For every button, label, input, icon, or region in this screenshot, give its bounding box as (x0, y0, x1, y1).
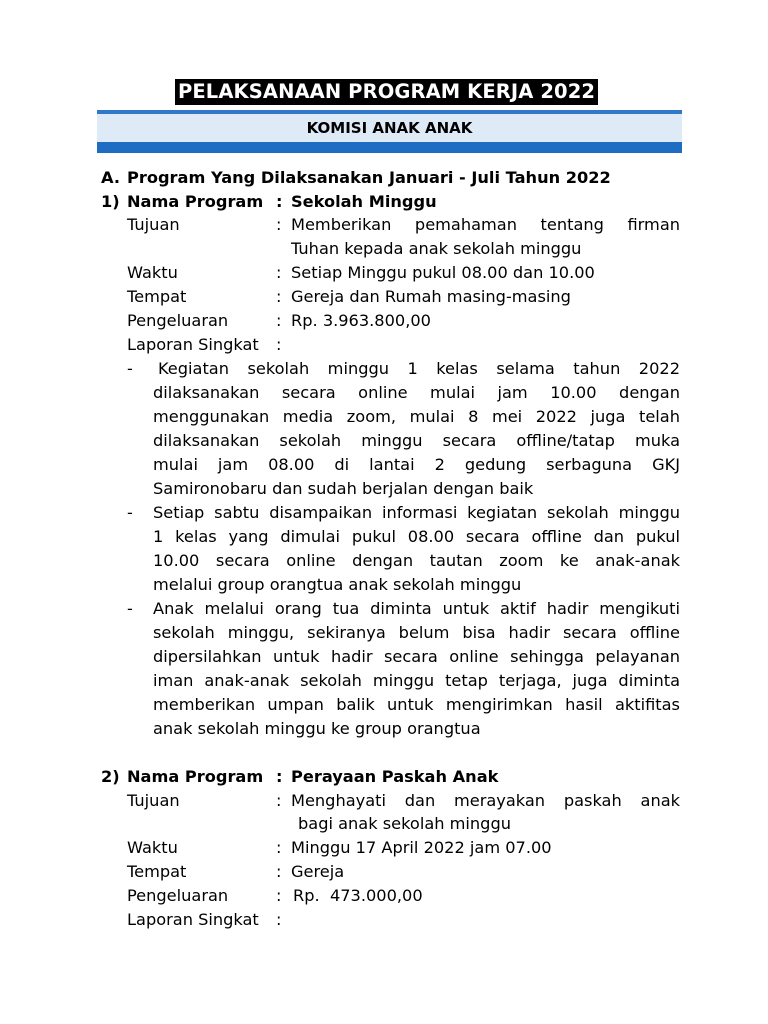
program-1-pengeluaran-label: Pengeluaran (127, 311, 229, 330)
program-1-tujuan-colon: : (276, 215, 282, 234)
bullet-dash: - (127, 359, 133, 378)
program-2-pengeluaran-label: Pengeluaran (127, 886, 229, 905)
bullet-1-line-2: dilaksanakan secara online mulai jam 10.00 dengan (153, 383, 680, 402)
bullet-1-line-4: dilaksanakan sekolah minggu secara offline/tatap muka (153, 431, 680, 450)
bullet-1-line-5: mulai jam 08.00 di lantai 2 gedung serbaguna GKJ (153, 455, 680, 474)
bullet-3-line-2: sekolah minggu, sekiranya belum bisa hadir secara offline (153, 623, 680, 642)
bullet-2-line-4: melalui group orangtua anak sekolah minggu (153, 575, 522, 594)
program-1-tempat: Gereja dan Rumah masing-masing (291, 287, 571, 306)
program-1-tujuan-line-2: Tuhan kepada anak sekolah minggu (291, 239, 582, 258)
program-1-laporan-colon: : (276, 335, 282, 354)
program-1-tujuan-line-1: Memberikan pemahaman tentang firman (291, 215, 680, 234)
bullet-dash: - (127, 503, 133, 522)
section-letter: A. (101, 168, 120, 187)
program-1-pengeluaran: Rp. 3.963.800,00 (291, 311, 431, 330)
program-2-tujuan-colon: : (276, 791, 282, 810)
bullet-1-line-3: menggunakan media zoom, mulai 8 mei 2022 juga telah (153, 407, 680, 426)
bullet-3-line-1: Anak melalui orang tua diminta untuk aktif hadir mengikuti (153, 599, 680, 618)
bullet-2-line-1: Setiap sabtu disampaikan informasi kegiatan sekolah minggu (153, 503, 680, 522)
bullet-2-line-3: 10.00 secara online dengan tautan zoom ke anak-anak (153, 551, 680, 570)
program-1-name-label: Nama Program (127, 192, 264, 211)
program-2-waktu-colon: : (276, 838, 282, 857)
program-1-tempat-label: Tempat (127, 287, 187, 306)
program-2-name: Perayaan Paskah Anak (291, 767, 499, 786)
program-1-waktu: Setiap Minggu pukul 08.00 dan 10.00 (291, 263, 595, 282)
program-1-tempat-colon: : (276, 287, 282, 306)
section-heading: Program Yang Dilaksanakan Januari - Juli Tahun 2022 (127, 168, 611, 187)
bullet-3-line-3: dipersilahkan untuk hadir secara online sehingga pelayanan (153, 647, 680, 666)
bullet-3-line-6: anak sekolah minggu ke group orangtua (153, 719, 481, 738)
program-2-tempat: Gereja (291, 862, 345, 881)
program-2-waktu-label: Waktu (127, 838, 178, 857)
program-1-waktu-colon: : (276, 263, 282, 282)
program-2-waktu: Minggu 17 April 2022 jam 07.00 (291, 838, 552, 857)
program-2-name-label: Nama Program (127, 767, 264, 786)
program-2-number: 2) (101, 767, 120, 786)
program-2-laporan-label: Laporan Singkat (127, 910, 259, 929)
page-title: PELAKSANAAN PROGRAM KERJA 2022 (175, 79, 598, 105)
program-2-pengeluaran-colon: : (276, 886, 282, 905)
bullet-3-line-5: memberikan umpan balik untuk mengirimkan hasil aktifitas (153, 695, 680, 714)
program-2-name-colon: : (276, 767, 283, 786)
program-2-tempat-colon: : (276, 862, 282, 881)
program-1-name: Sekolah Minggu (291, 192, 437, 211)
bullet-dash: - (127, 599, 133, 618)
bullet-2-line-2: 1 kelas yang dimulai pukul 08.00 secara offline dan pukul (153, 527, 680, 546)
program-2-tempat-label: Tempat (127, 862, 187, 881)
bullet-1-line-1: Kegiatan sekolah minggu 1 kelas selama tahun 2022 (158, 359, 680, 378)
program-1-name-colon: : (276, 192, 283, 211)
program-1-pengeluaran-colon: : (276, 311, 282, 330)
program-2-tujuan-line-2: bagi anak sekolah minggu (298, 814, 511, 833)
program-2-tujuan-label: Tujuan (127, 791, 180, 810)
page-subtitle: KOMISI ANAK ANAK (306, 119, 473, 137)
program-1-waktu-label: Waktu (127, 263, 178, 282)
program-2-pengeluaran: Rp. 473.000,00 (293, 886, 423, 905)
program-2-tujuan-line-1: Menghayati dan merayakan paskah anak (291, 791, 680, 810)
program-1-tujuan-label: Tujuan (127, 215, 180, 234)
bullet-3-line-4: iman anak-anak sekolah minggu tetap terjaga, juga diminta (153, 671, 680, 690)
program-2-laporan-colon: : (276, 910, 282, 929)
bullet-1-line-6: Samironobaru dan sudah berjalan dengan baik (153, 479, 534, 498)
header-band-bottom-rule (97, 142, 682, 153)
program-1-laporan-label: Laporan Singkat (127, 335, 259, 354)
program-1-number: 1) (101, 192, 120, 211)
